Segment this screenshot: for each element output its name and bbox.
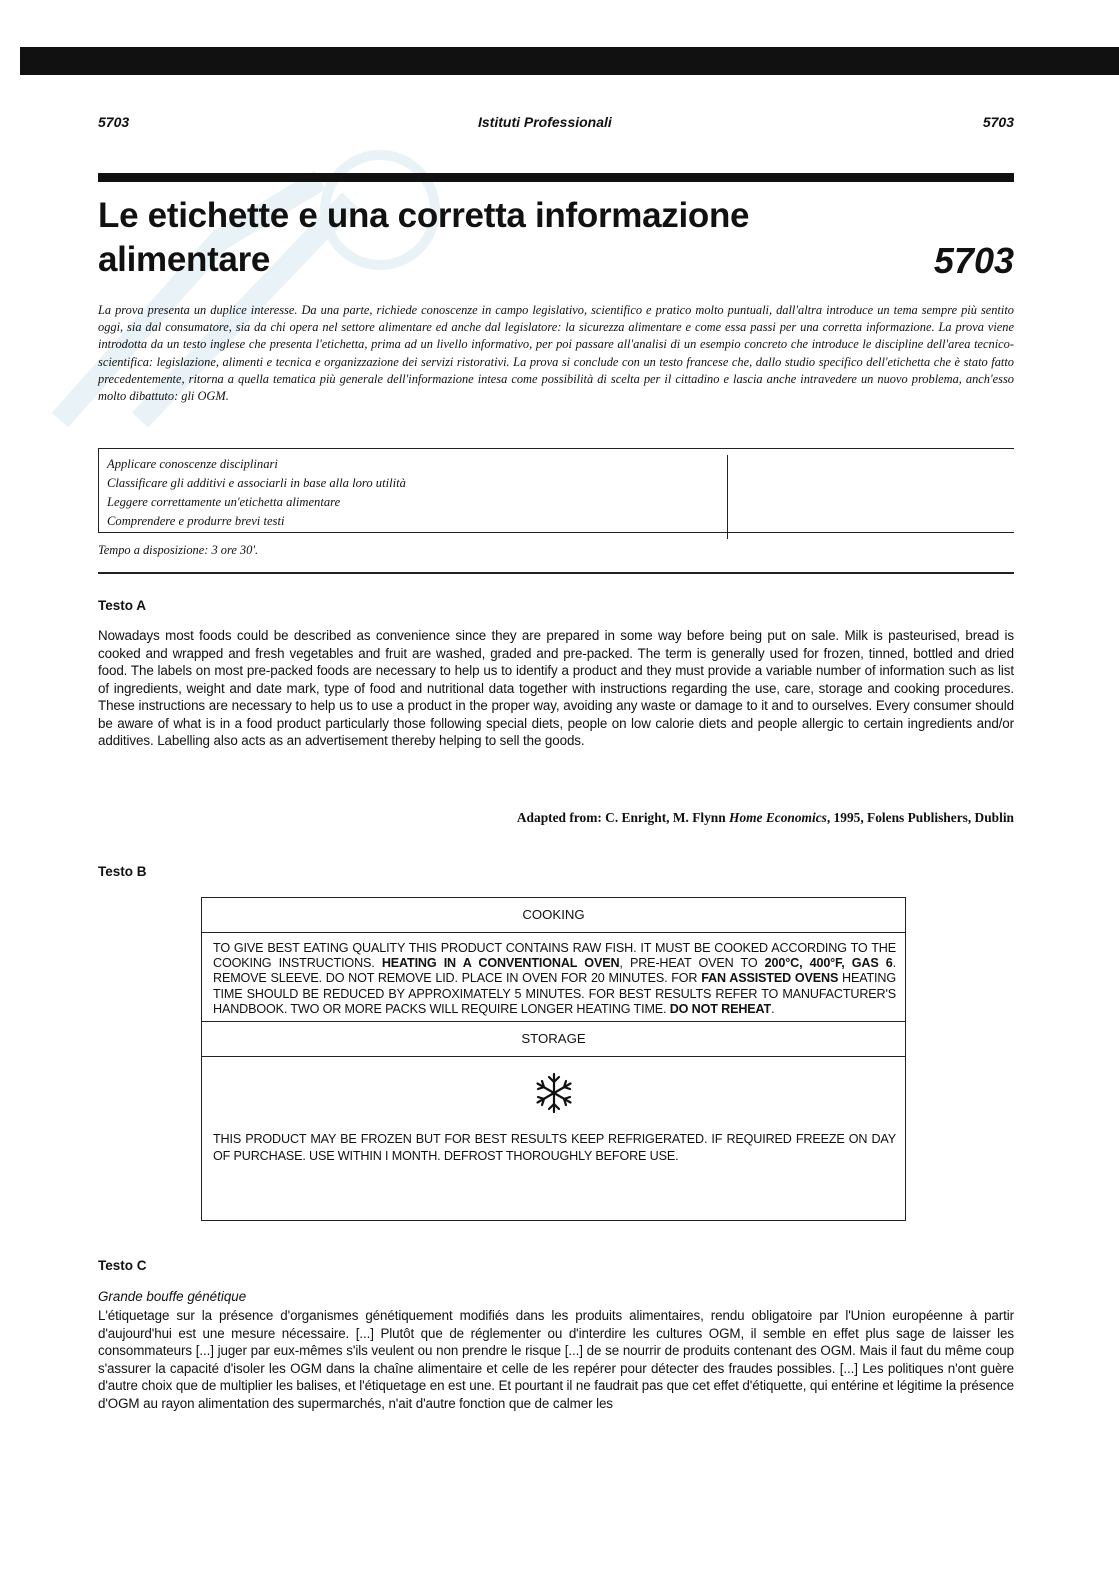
cooking-text: , PRE-HEAT OVEN TO: [619, 956, 765, 971]
storage-instructions: THIS PRODUCT MAY BE FROZEN BUT FOR BEST RESULTS KEEP REFRIGERATED. IF REQUIRED FREEZE ON DAY OF PURCHASE. USE WITHIN I MONTH. DEFROST THOROUGHLY BEFORE USE.: [213, 1132, 896, 1164]
cooking-text: HEATING TIME SHOULD BE REDUCED BY APPROXIMATELY 5 MINUTES. FOR BEST RESULTS REFER TO MANUFACTURER'S HANDBOOK. TWO OR MORE PACKS WILL REQUIRE LONGER HEATING TIME.: [213, 971, 897, 1016]
testo-c-body: L'étiquetage sur la présence d'organismes génétiquement modifiés dans les produits alimentaires, rendu obligatoire par l'Union européenne à partir d'aujourd'hui est une mesure nécessaire. [...] Plutôt que de réglementer ou d'interdire les cultures OGM, il semble en effet plus sage de laisser les consommateurs [...] juger par eux-mêmes s'ils veulent ou non prendre le risque [...] de se nourrir de produits contenant des OGM. Mais il faut du même coup s'assurer la capacité d'isoler les OGM dans la chaîne alimentaire et celle de les repérer pour détecter des fraudes possibles. [...] Les politiques n'ont guère d'autre choix que de multiplier les balises, et l'étiquetage en est une. Et pourtant il ne faudrait pas que cet effet d'étiquette, qui entérine et légitime la présence d'OGM au rayon alimentation des supermarchés, n'ait d'autre fonction que de calmer les: [98, 1308, 1015, 1411]
section-divider: [98, 572, 1014, 574]
page-title: [98, 194, 1014, 282]
objective-item: Classificare gli additivi e associarli in base alla loro utilità: [107, 476, 406, 490]
snowflake-icon: [532, 1071, 576, 1115]
objective-item: Leggere correttamente un'etichetta alimentare: [107, 495, 341, 509]
top-black-bar: [20, 47, 1119, 75]
storage-heading: STORAGE: [202, 1021, 905, 1057]
objectives-box: [98, 448, 1014, 533]
objectives-list: [107, 455, 728, 539]
testo-a-heading: Testo A: [98, 598, 147, 613]
objectives-rule: [844, 532, 1014, 533]
running-head-code-left: 5703: [98, 114, 130, 130]
page-title-line2: alimentare: [98, 240, 271, 279]
cooking-text: .: [771, 1001, 775, 1016]
intro-paragraph: La prova presenta un duplice interesse. Da una parte, richiede conoscenze in campo legislativo, scientifico e pratico molto puntuali, dall'altra introduce un tema sempre più sentito oggi, sia dal consumatore, sia da chi opera nel settore alimentare ed anche dal legislatore: la sicurezza alimentare e come essa passi per una corretta informazione. La prova viene introdotta da un testo inglese che presenta l'etichetta, prima ad un livello informativo, per poi passare all'analisi di un esempio concreto che introduce le discipline dell'area tecnico-scientifica: legislazione, alimenti e tecnica e organizzazione dei servizi ristorativi. La prova si conclude con un testo francese che, dallo studio specifico dell'etichetta che è stato fatto precedentemente, ritorna a quella tematica più generale dell'informazione intesa come possibilità di scelta per il cittadino e lascia anche intravedere un nuovo problema, anch'esso molto dibattuto: gli OGM.: [98, 303, 1014, 404]
testo-c-heading: Testo C: [98, 1258, 147, 1273]
time-available: Tempo a disposizione: 3 ore 30'.: [98, 543, 259, 557]
food-label-box: [201, 897, 906, 1221]
objective-item: Applicare conoscenze disciplinari: [107, 457, 278, 471]
cooking-bold: HEATING IN A CONVENTIONAL OVEN: [381, 956, 620, 971]
cooking-text: TO GIVE BEST EATING QUALITY THIS PRODUCT CONTAINS RAW FISH. IT MUST BE COOKED ACCORDING TO THE COOKING INSTRUCTIONS.: [213, 941, 896, 971]
title-code: 5703: [933, 240, 1014, 281]
testo-c-subtitle: Grande bouffe génétique: [98, 1289, 247, 1304]
source-book-title: Home Economics: [729, 810, 827, 825]
testo-a-source: [517, 810, 1014, 826]
do-not-reheat: DO NOT REHEAT: [669, 1001, 772, 1016]
oven-temperature: 200°C, 400°F, GAS 6: [764, 956, 893, 971]
cooking-instructions: [202, 933, 905, 1021]
running-head-code-right: 5703: [982, 114, 1014, 130]
cooking-text: . REMOVE SLEEVE. DO NOT REMOVE LID. PLACE IN OVEN FOR 20 MINUTES. FOR: [213, 956, 896, 986]
page-title-line1: Le etichette e una corretta informazione: [98, 196, 750, 235]
testo-b-heading: Testo B: [98, 864, 147, 879]
cooking-heading: COOKING: [202, 898, 905, 933]
source-publisher: , 1995, Folens Publishers, Dublin: [826, 810, 1014, 825]
source-authors: Adapted from: C. Enright, M. Flynn: [516, 810, 730, 825]
storage-icon-wrap: [202, 1057, 905, 1131]
objective-item: Comprendere e produrre brevi testi: [107, 514, 285, 528]
cooking-bold: FAN ASSISTED OVENS: [701, 971, 839, 986]
title-rule: [98, 173, 1014, 182]
testo-a-body: Nowadays most foods could be described as convenience since they are prepared in some way before being put on sale. Milk is pasteurised, bread is cooked and wrapped and fresh vegetables and fruit are washed, graded and pre-packed. The term is generally used for frozen, tinned, bottled and dried food. The labels on most pre-packed foods are necessary to help us to identify a product and they must provide a variable number of information such as list of ingredients, weight and date mark, type of food and nutritional data together with instructions regarding the use, care, storage and cooking procedures. These instructions are necessary to help us to use a product in the proper way, avoiding any waste or damage to it and to ourselves. Every consumer should be aware of what is in a food product particularly those following special diets, people on low calorie diets and people allergic to certain ingredients and/or additives. Labelling also acts as an advertisement thereby helping to sell the goods.: [98, 628, 1014, 748]
running-head-title: Istituti Professionali: [478, 114, 612, 130]
